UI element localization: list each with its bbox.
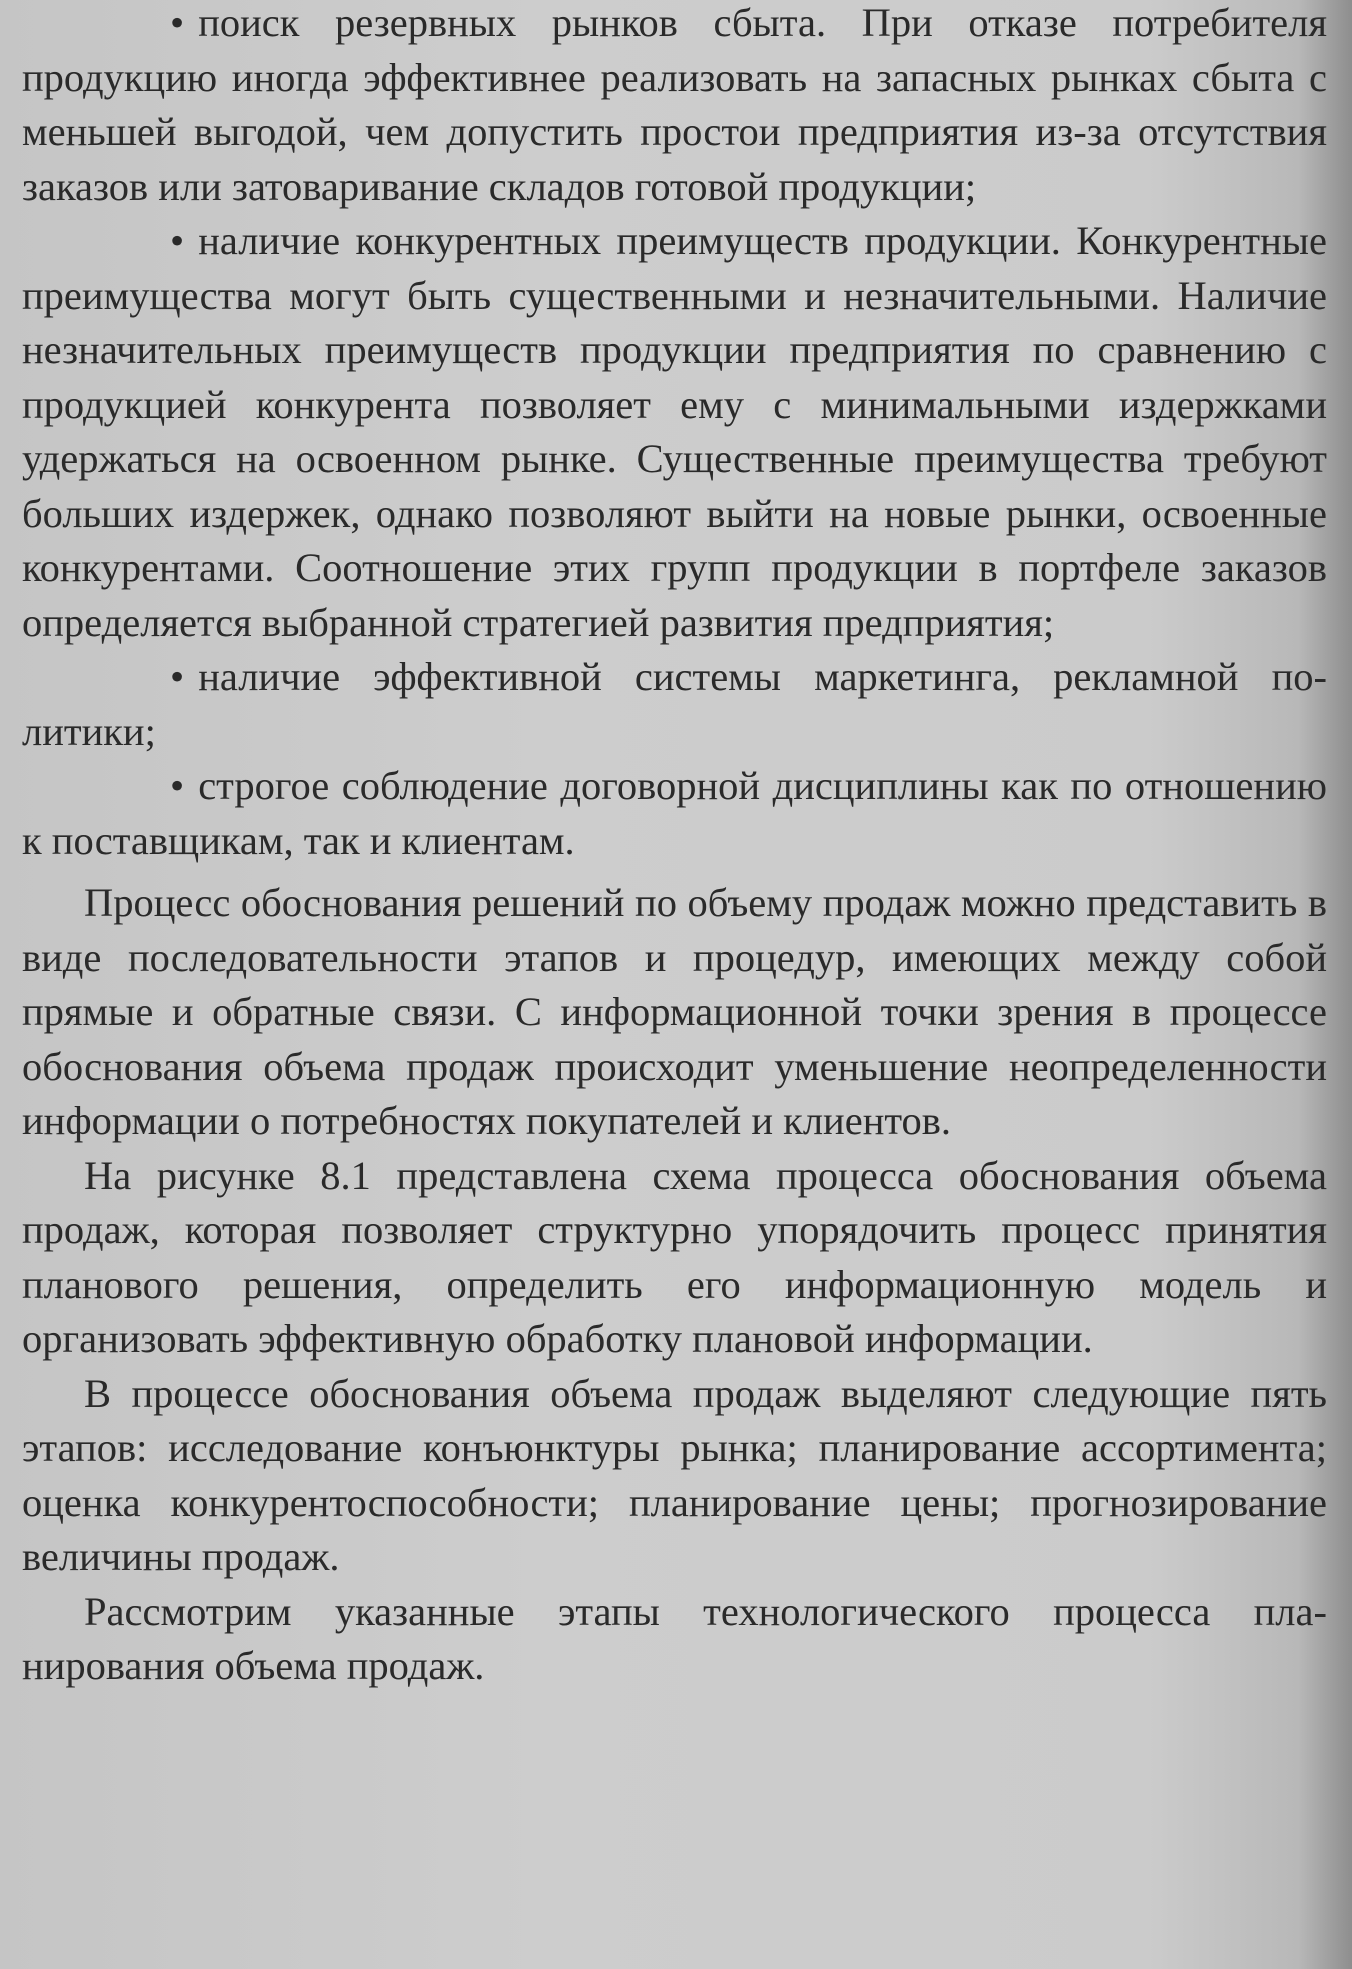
bullet-item-competitive-advantages bbox=[22, 214, 1327, 650]
bullet-item-reserve-markets bbox=[22, 0, 1327, 214]
paragraph-figure-8-1: На рисунке 8.1 представлена схема процесса обоснования объема продаж, которая позволяет структурно упорядочить процесс принятия планового решения, определить его информационную модель и организовать эффективную обработку плановой информации. bbox=[22, 1152, 1327, 1361]
bullet-text: поиск резервных рынков сбыта. При отказе потребителя продукцию иногда эффективнее реализовать на запасных рынках сбыта с меньшей выгодой, чем допустить простои предприятия из-за отсутствия заказов или затоваривание складов готовой продукции; bbox=[22, 0, 1327, 209]
bullet-item-contract-discipline bbox=[22, 759, 1327, 868]
page-text bbox=[22, 0, 1327, 1694]
bullet-text: наличие конкурентных преимуществ продукции. Конкурентные преимущества могут быть существенными и незначительными. Наличие незначительных преимуществ продукции предприятия по сравнению с продукцией конкурента позволяет ему с минимальными издержками удержаться на освоенном рынке. Существенные преимущества требуют больших издержек, однако позволяют выйти на новые рынки, освоенные конкурентами. Соотношение этих групп продукции в портфеле заказов определяется выбранной стратегией развития предприятия; bbox=[22, 218, 1327, 645]
bullet-icon: • bbox=[170, 0, 185, 45]
bullet-icon: • bbox=[170, 654, 185, 699]
bullet-text: строгое соблюдение договорной дисциплины как по отношению к поставщикам, так и клиентам. bbox=[22, 763, 1327, 863]
paragraph-five-stages: В процессе обоснования объема продаж выделяют следующие пять этапов: исследование конъюнктуры рынка; планирование ассортимента; оценка конкурентоспособности; планирование цены; прогнозирование величины продаж. bbox=[22, 1370, 1327, 1579]
bullet-icon: • bbox=[170, 763, 185, 808]
bullet-text: наличие эффективной системы маркетинга, рекламной политики; bbox=[22, 654, 1327, 754]
paragraph-consider-stages: Рассмотрим указанные этапы технологического процесса планирования объема продаж. bbox=[22, 1588, 1327, 1688]
bullet-item-marketing-system bbox=[22, 650, 1327, 759]
paragraph-sales-justification-process: Процесс обоснования решений по объему продаж можно представить в виде последовательности этапов и процедур, имеющих между собой прямые и обратные связи. С информационной точки зрения в процессе обоснования объема продаж происходит уменьшение неопределенности информации о потребностях покупателей и клиентов. bbox=[22, 880, 1327, 1143]
bullet-icon: • bbox=[170, 218, 185, 263]
